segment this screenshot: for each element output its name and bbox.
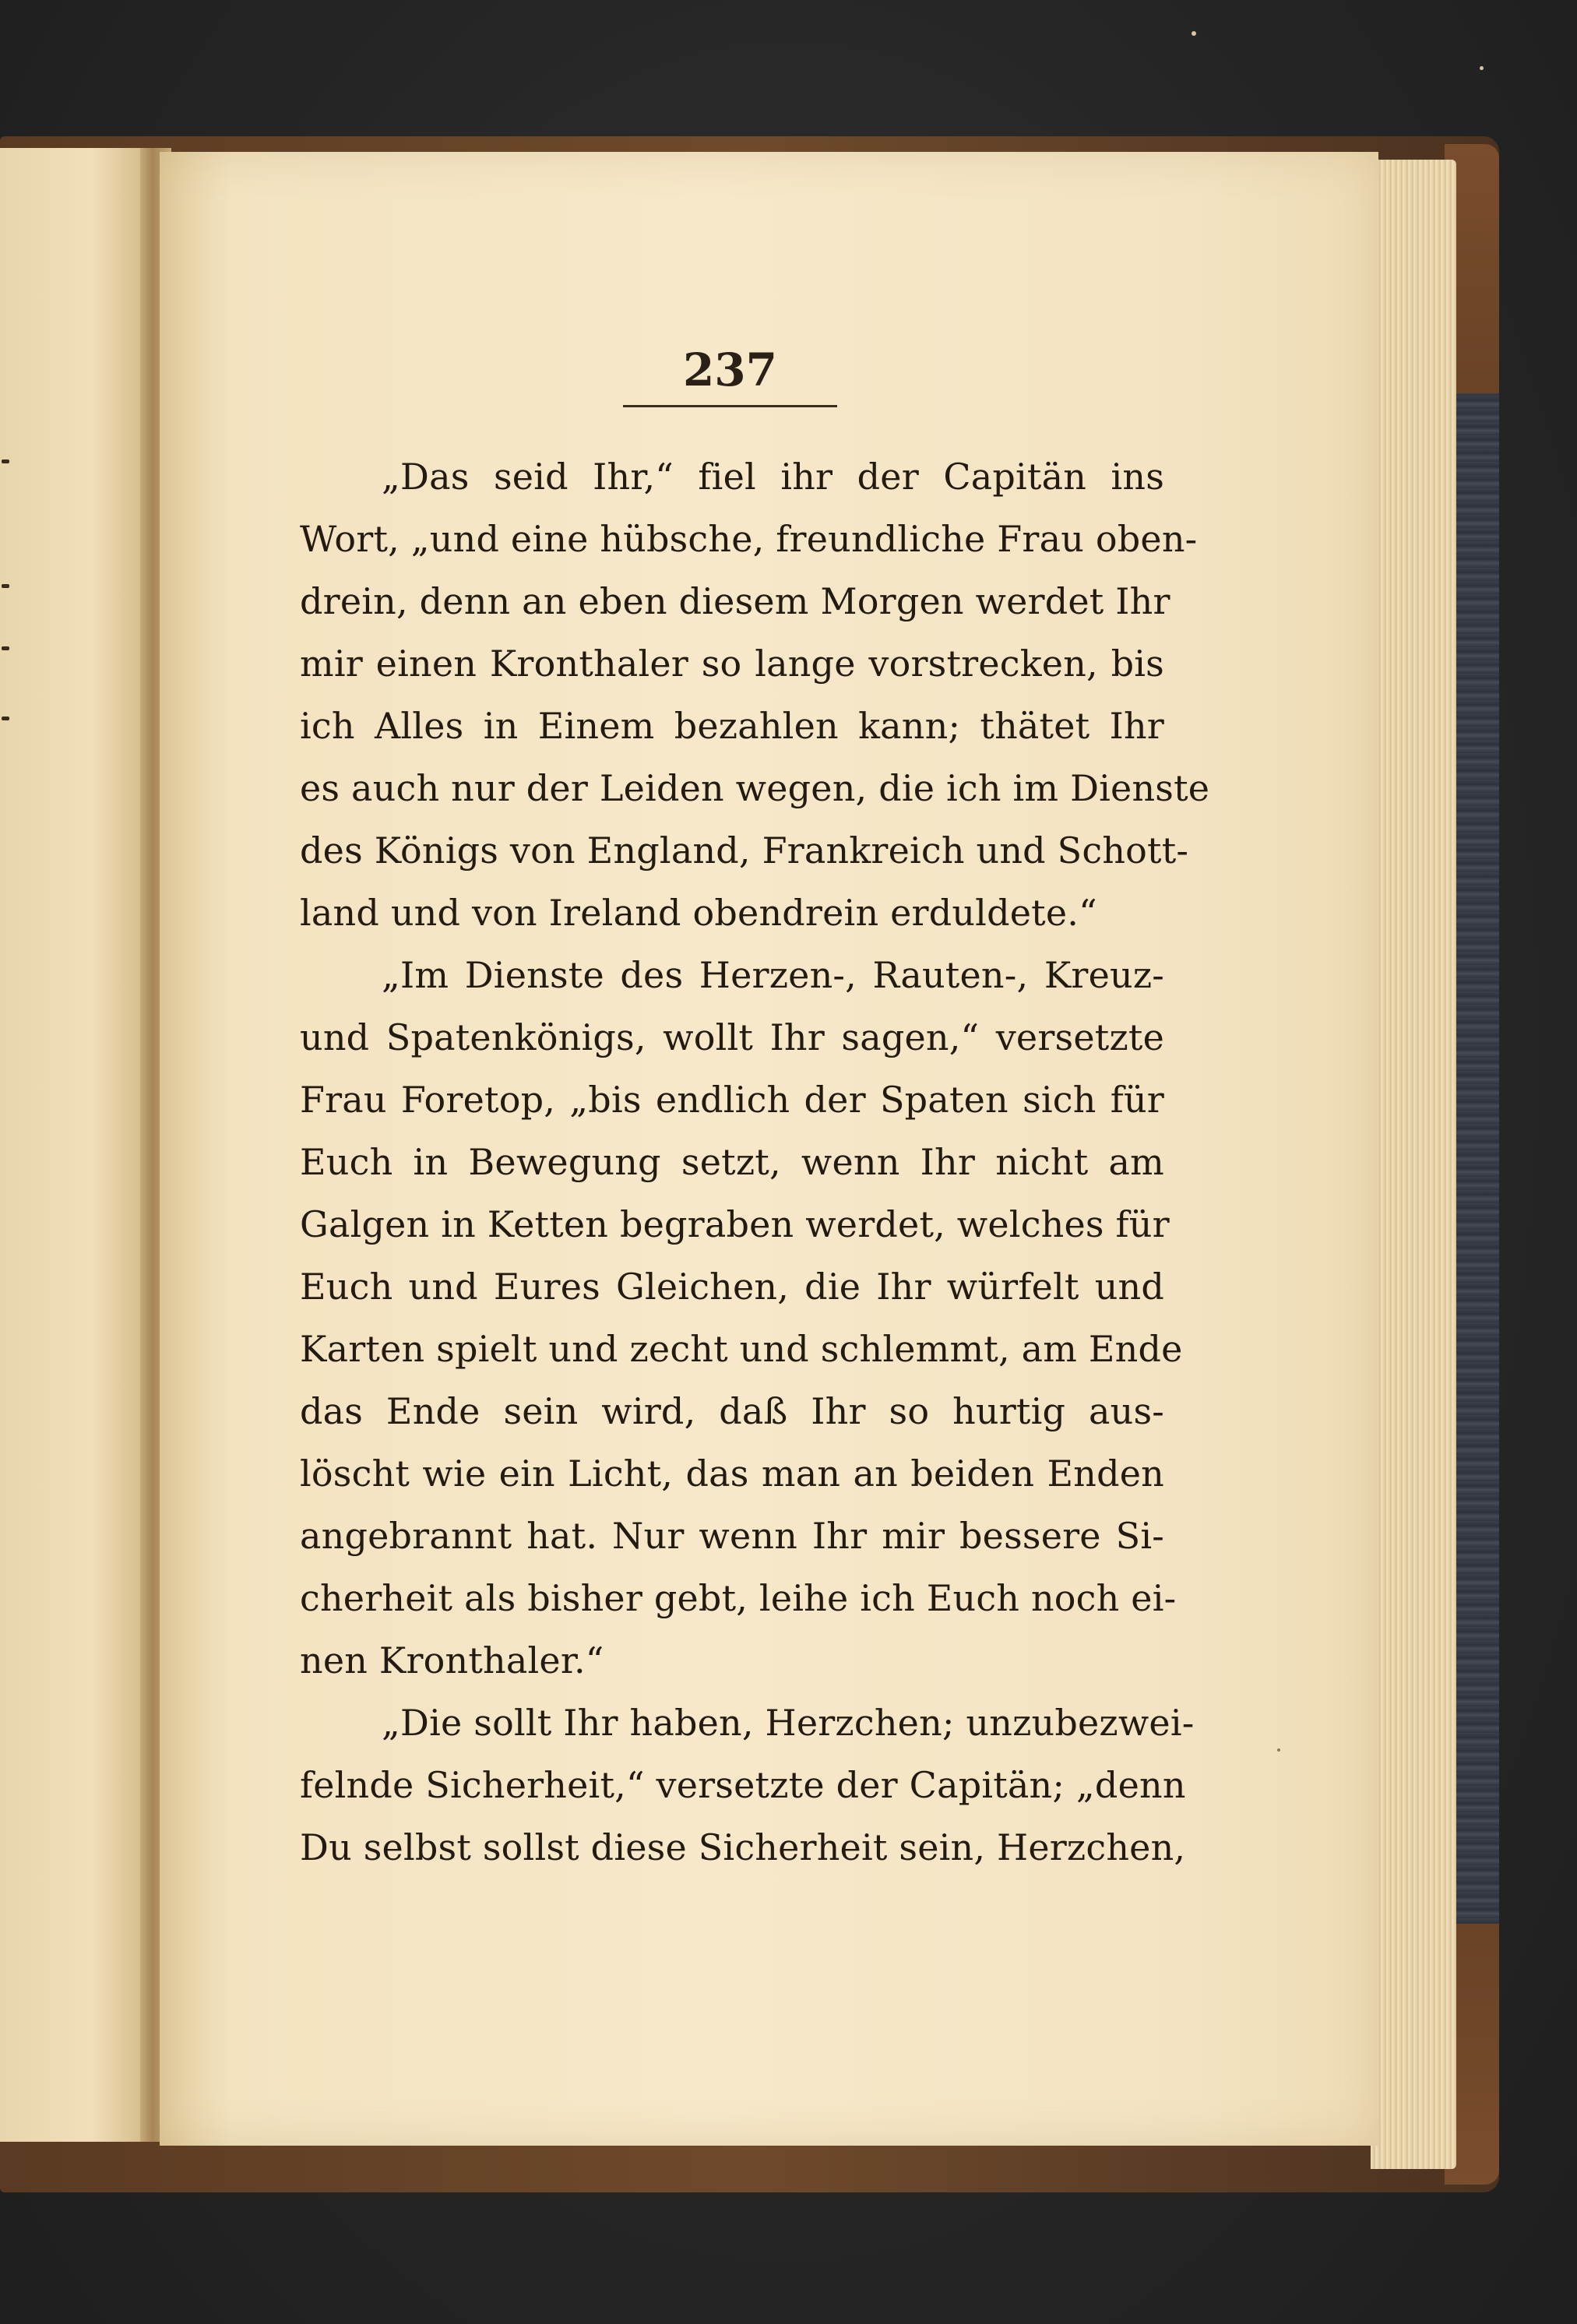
text-line: „Im Dienste des Herzen-, Rauten-, Kreuz- [382, 954, 1164, 996]
text-line: Du selbst sollst diese Sicherheit sein, Herzchen, [300, 1826, 1186, 1868]
text-line: Euch und Eures Gleichen, die Ihr würfelt und [300, 1266, 1164, 1308]
page-number-header [623, 343, 837, 397]
text-line: Wort, „und eine hübsche, freundliche Frau oben- [300, 518, 1198, 560]
text-line: felnde Sicherheit,“ versetzte der Capitän; „denn [300, 1764, 1186, 1806]
text-line: angebrannt hat. Nur wenn Ihr mir bessere Si- [300, 1515, 1164, 1557]
left-page-line-ends [0, 452, 16, 763]
text-line: Galgen in Ketten begraben werdet, welches für [300, 1203, 1170, 1245]
text-line: ich Alles in Einem bezahlen kann; thätet Ihr [300, 705, 1164, 747]
text-line: es auch nur der Leiden wegen, die ich im Dienste [300, 767, 1210, 809]
text-line: Karten spielt und zecht und schlemmt, am Ende [300, 1328, 1183, 1370]
dust-speck [1277, 1748, 1280, 1752]
text-line: „Das seid Ihr,“ fiel ihr der Capitän ins [382, 456, 1164, 498]
text-line: das Ende sein wird, daß Ihr so hurtig aus- [300, 1390, 1164, 1432]
text-line: nen Kronthaler.“ [300, 1639, 604, 1681]
page-number: 237 [682, 343, 778, 396]
header-rule [623, 405, 837, 407]
dust-speck [1480, 66, 1484, 70]
text-line: land und von Ireland obendrein erduldete.“ [300, 892, 1097, 934]
text-line: löscht wie ein Licht, das man an beiden Enden [300, 1452, 1164, 1495]
dust-speck [1192, 31, 1196, 36]
left-page [0, 148, 152, 2142]
text-line: drein, denn an eben diesem Morgen werdet Ihr [300, 580, 1170, 622]
text-line: des Königs von England, Frankreich und Schott- [300, 829, 1189, 872]
text-line: und Spatenkönigs, wollt Ihr sagen,“ versetzte [300, 1016, 1164, 1058]
page-text [300, 445, 1210, 1879]
text-line: Euch in Bewegung setzt, wenn Ihr nicht am [300, 1141, 1164, 1183]
page-edges [1371, 160, 1456, 2169]
text-line: cherheit als bisher gebt, leihe ich Euch noch ei- [300, 1577, 1177, 1619]
text-line: Frau Foretop, „bis endlich der Spaten sich für [300, 1079, 1164, 1121]
text-line: mir einen Kronthaler so lange vorstrecken, bis [300, 643, 1164, 685]
text-line: „Die sollt Ihr haben, Herzchen; unzubezwei- [382, 1702, 1195, 1744]
